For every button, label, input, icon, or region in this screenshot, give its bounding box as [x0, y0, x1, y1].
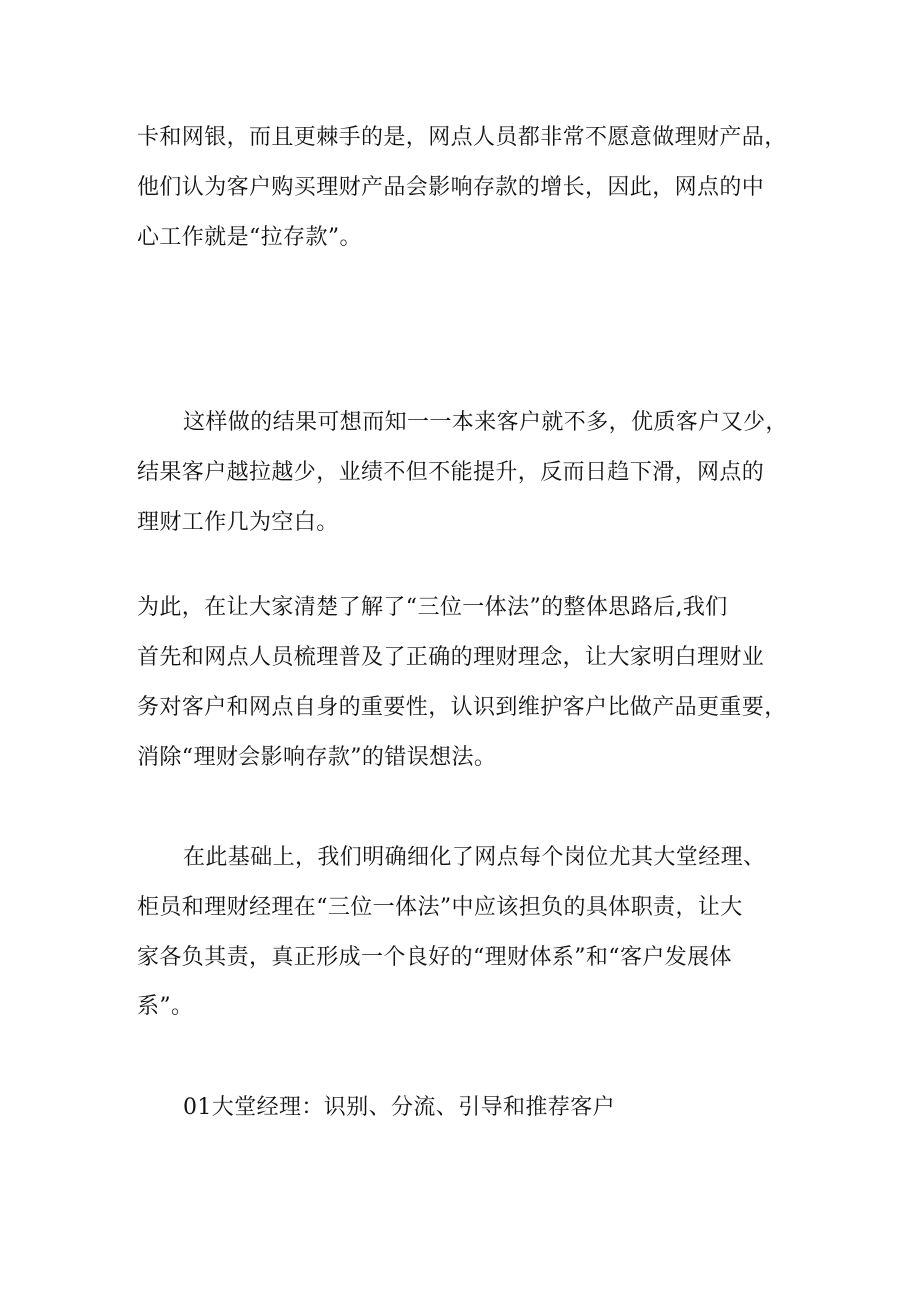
text-line: 系”。 [137, 994, 194, 1019]
text-line: 为此，在让大家清楚了解了“三位一体法”的整体思路后,我们 [137, 595, 728, 620]
text-line: 首先和网点人员梳理普及了正确的理财理念，让大家明白理财业 [137, 645, 765, 670]
text-line: 01大堂经理：识别、分流、引导和推荐客户 [183, 1095, 615, 1120]
text-line: 理财工作几为空白。 [137, 510, 339, 535]
text-line: 在此基础上，我们明确细化了网点每个岗位尤其大堂经理、 [183, 845, 766, 870]
text-line: 家各负其责，真正形成一个良好的“理财体系”和“客户发展体 [137, 945, 732, 970]
text-line: 卡和网银，而且更棘手的是，网点人员都非常不愿意做理财产品， [137, 125, 787, 150]
text-line: 务对客户和网点自身的重要性，认识到维护客户比做产品更重要， [137, 695, 787, 720]
text-line: 心工作就是“拉存款”。 [137, 225, 362, 250]
text-line: 他们认为客户购买理财产品会影响存款的增长，因此，网点的中 [137, 175, 765, 200]
text-line: 结果客户越拉越少，业绩不但不能提升，反而日趋下滑，网点的 [137, 460, 765, 485]
text-line: 这样做的结果可想而知一一本来客户就不多，优质客户又少， [183, 410, 788, 435]
text-line: 消除“理财会影响存款”的错误想法。 [137, 745, 497, 770]
text-line: 柜员和理财经理在“三位一体法”中应该担负的具体职责，让大 [137, 895, 743, 920]
